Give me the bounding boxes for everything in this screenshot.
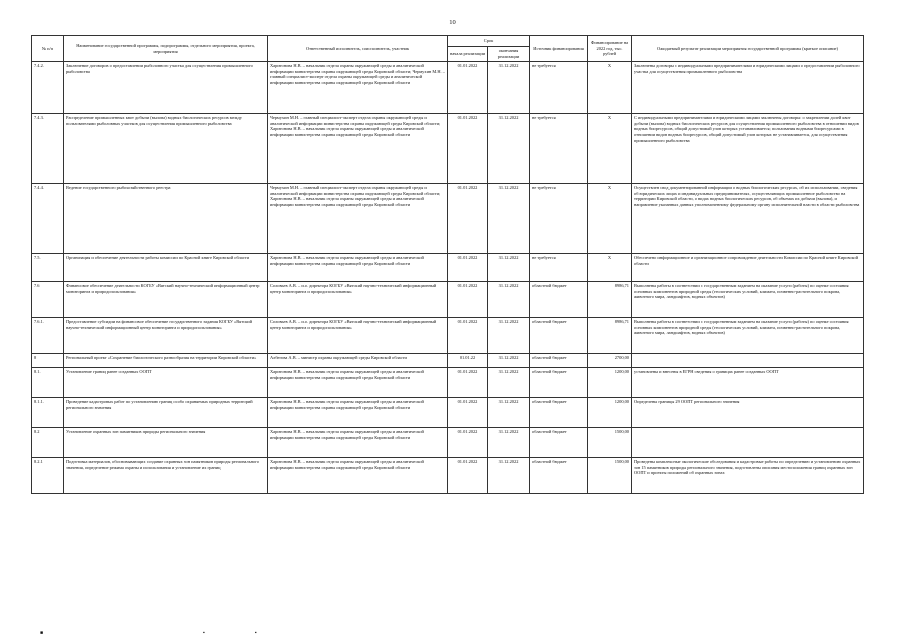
row-number: 7.6.1. <box>32 318 64 354</box>
row-financing: 1500,00 <box>588 428 632 458</box>
row-number: 7.4.4. <box>32 184 64 254</box>
row-number: 7.4.3. <box>32 114 64 184</box>
row-source: областной бюджет <box>530 318 588 354</box>
row-result: Выполнены работы в соответствии с государственным заданием на оказание услуги (работы) по оценке состояния основных компонентов природной среды (геологических условий, климата, почвенно-растительного покрова, животного мира, ландшафтов, водных объектов) <box>632 318 864 354</box>
row-number: 7.4.2. <box>32 62 64 114</box>
header-result: Ожидаемый результат реализации мероприятия государственной программы (краткое описание) <box>632 36 864 62</box>
row-end-date: 31.12.2022 <box>488 184 530 254</box>
row-executor: Харитонова Н.В. – начальник отдела охраны окружающей среды и аналитической информации министерства охраны окружающей среды Кировской области; Чермухин М.Н. – главный специалист-эксперт отдела охраны окружающей среды и аналитической информации министерства охраны окружающей среды Кировской области <box>268 62 448 114</box>
row-source: не требуется <box>530 62 588 114</box>
row-source: областной бюджет <box>530 398 588 428</box>
row-name: Распределение промышленных квот добычи (вылова) водных биологических ресурсов между пользователями рыболовных участков для осуществления промышленного рыболовства <box>64 114 268 184</box>
row-number: 7.6 <box>32 282 64 318</box>
row-start-date: 01.01.2022 <box>448 368 488 398</box>
row-number: 8.1.1. <box>32 398 64 428</box>
row-end-date: 31.12.2022 <box>488 114 530 184</box>
header-executor: Ответственный исполнитель, соисполнитель, участник <box>268 36 448 62</box>
row-executor: Харитонова Н.В. – начальник отдела охраны окружающей среды и аналитической информации министерства охраны окружающей среды Кировской области <box>268 428 448 458</box>
row-financing: X <box>588 254 632 282</box>
row-result: Проведены комплексные экологические обследования и кадастровые работы по определению и установлению охранных зон 15 памятников природы регионального значения, подготовлены описания местоположения границ охранных зон ООПТ и проекты положений об охранных зонах <box>632 458 864 494</box>
row-end-date: 31.12.2022 <box>488 458 530 494</box>
row-result <box>632 428 864 458</box>
table-row <box>32 368 864 398</box>
header-num: № п/п <box>32 36 64 62</box>
row-start-date: 01.01.2022 <box>448 114 488 184</box>
row-name: Региональный проект «Сохранение биологического разнообразия на территории Кировской области» <box>64 354 268 368</box>
table-row <box>32 184 864 254</box>
table-row <box>32 114 864 184</box>
row-financing: X <box>588 62 632 114</box>
row-start-date: 01.01.22 <box>448 354 488 368</box>
row-end-date: 31.12.2022 <box>488 318 530 354</box>
row-executor: Соловьев А.В. – и.о. директора КОГБУ «Вятский научно-технический информационный центр мониторинга и природопользования» <box>268 282 448 318</box>
row-name: Предоставление субсидии на финансовое обеспечение государственного задания КОГБУ «Вятский научно-технический информационный центр мониторинга и природопользования» <box>64 318 268 354</box>
row-start-date: 01.01.2022 <box>448 254 488 282</box>
row-number: 8.2 <box>32 428 64 458</box>
row-financing: 8986,71 <box>588 282 632 318</box>
table-row <box>32 458 864 494</box>
row-result: Определены границы 29 ООПТ регионального значения <box>632 398 864 428</box>
row-executor: Харитонова Н.В. – начальник отдела охраны окружающей среды и аналитической информации министерства охраны окружающей среды Кировской области <box>268 458 448 494</box>
row-executor: Чермухин М.Н. – главный специалист-эксперт отдела охраны окружающей среды и аналитической информации министерства охраны окружающей среды Кировской области; Харитонова Н.В. – начальник отдела охраны окружающей среды и аналитической информации министерства охраны окружающей среды Кировской области <box>268 114 448 184</box>
row-number: 8 <box>32 354 64 368</box>
row-result: Выполнены работы в соответствии с государственным заданием на оказание услуги (работы) по оценке состояния основных компонентов природной среды (геологических условий, климата, почвенно-растительного покрова, животного мира, ландшафтов, водных объектов) <box>632 282 864 318</box>
program-table <box>31 35 864 494</box>
row-result: С индивидуальными предпринимателями и юридическими лицами заключены договоры: о закреплении долей квот добычи (вылова) водных биологических ресурсов для осуществления промышленного рыболовства в отношении видов водных биоресурсов, общий допустимый улов которых устанавливается; пользования водными биоресурсами в отношении видов водных биоресурсов, общий допустимый улов которых не устанавливается, для осуществления промышленного рыболовства <box>632 114 864 184</box>
row-end-date: 31.12.2022 <box>488 282 530 318</box>
row-financing: 1200,00 <box>588 368 632 398</box>
row-number: 8.1. <box>32 368 64 398</box>
row-financing: X <box>588 184 632 254</box>
row-end-date: 31.12.2022 <box>488 398 530 428</box>
row-end-date: 31.12.2022 <box>488 368 530 398</box>
row-name: Проведение кадастровых работ по установлению границ особо охраняемых природных территорий регионального значения <box>64 398 268 428</box>
row-source: областной бюджет <box>530 282 588 318</box>
row-result: Осуществлен свод документированной информации о водных биологических ресурсах, об их использовании, сведения об юридических лицах и индивидуальных предпринимателях, осуществляющих промышленное рыболовство на территории Кировской области, о видах водных биологических ресурсов, об объемах их добычи (вылова), и направление указанных данных уполномоченному федеральному органу исполнительной власти в области рыболовства <box>632 184 864 254</box>
row-start-date: 01.01.2022 <box>448 428 488 458</box>
table-row <box>32 282 864 318</box>
row-end-date: 31.12.2022 <box>488 254 530 282</box>
header-end: окончания реализации <box>488 47 530 62</box>
row-financing: 1200,00 <box>588 398 632 428</box>
row-source: не требуется <box>530 114 588 184</box>
table-row <box>32 254 864 282</box>
table-row <box>32 318 864 354</box>
row-name: Финансовое обеспечение деятельности КОГБУ «Вятский научно-технический информационный центр мониторинга и природопользования» <box>64 282 268 318</box>
row-source: областной бюджет <box>530 428 588 458</box>
row-result: Заключены договоры с индивидуальными предпринимателями и юридическими лицами о предоставлении рыболовного участка для осуществления промышленного рыболовства <box>632 62 864 114</box>
table-row <box>32 428 864 458</box>
row-start-date: 01.01.2022 <box>448 62 488 114</box>
row-executor: Чермухин М.Н. – главный специалист-эксперт отдела охраны окружающей среды и аналитической информации министерства охраны окружающей среды Кировской области; Харитонова Н.В. – начальник отдела охраны окружающей среды и аналитической информации министерства охраны окружающей среды Кировской области <box>268 184 448 254</box>
table-row <box>32 62 864 114</box>
row-start-date: 01.01.2022 <box>448 458 488 494</box>
row-start-date: 01.01.2022 <box>448 318 488 354</box>
row-number: 8.2.1 <box>32 458 64 494</box>
row-result: установлены и внесены в ЕГРН сведения о границах ранее созданных ООПТ <box>632 368 864 398</box>
table-row <box>32 398 864 428</box>
row-executor: Албегова А.В. – министр охраны окружающей среды Кировской области <box>268 354 448 368</box>
row-name: Заключение договоров о предоставлении рыболовного участка для осуществления промышленного рыболовства <box>64 62 268 114</box>
row-executor: Харитонова Н.В. – начальник отдела охраны окружающей среды и аналитической информации министерства охраны окружающей среды Кировской области <box>268 398 448 428</box>
row-number: 7.5. <box>32 254 64 282</box>
row-name: Установление охранных зон памятников природы регионального значения <box>64 428 268 458</box>
header-term: Срок <box>448 36 530 47</box>
page-number: 10 <box>449 19 456 26</box>
row-source: не требуется <box>530 254 588 282</box>
row-end-date: 31.12.2022 <box>488 354 530 368</box>
row-start-date: 01.01.2022 <box>448 398 488 428</box>
row-financing: X <box>588 114 632 184</box>
row-source: областной бюджет <box>530 354 588 368</box>
row-executor: Соловьев А.В. – и.о. директора КОГБУ «Вятский научно-технический информационный центр мониторинга и природопользования» <box>268 318 448 354</box>
row-source: не требуется <box>530 184 588 254</box>
bottom-marks: ■ ▪ ▪ <box>40 631 257 636</box>
row-financing: 1500,00 <box>588 458 632 494</box>
row-end-date: 31.12.2022 <box>488 428 530 458</box>
row-name: Ведение государственного рыбохозяйственного реестра <box>64 184 268 254</box>
row-start-date: 01.01.2022 <box>448 282 488 318</box>
row-source: областной бюджет <box>530 458 588 494</box>
row-source: областной бюджет <box>530 368 588 398</box>
row-executor: Харитонова Н.В. – начальник отдела охраны окружающей среды и аналитической информации министерства охраны окружающей среды Кировской области <box>268 368 448 398</box>
row-result <box>632 354 864 368</box>
row-name: Организация и обеспечение деятельности работы комиссии по Красной книге Кировской области <box>64 254 268 282</box>
header-source: Источник финансирования <box>530 36 588 62</box>
table-row <box>32 354 864 368</box>
row-executor: Харитонова Н.В. – начальник отдела охраны окружающей среды и аналитической информации министерства охраны окружающей среды Кировской области <box>268 254 448 282</box>
row-result: Обеспечено информационное и организационное сопровождение деятельности Комиссии по Красной книге Кировской области <box>632 254 864 282</box>
header-name: Наименование государственной программы, подпрограммы, отдельного мероприятия, проекта, мероприятия <box>64 36 268 62</box>
header-start: начала реализации <box>448 47 488 62</box>
table-header-row <box>32 36 864 47</box>
row-start-date: 01.01.2022 <box>448 184 488 254</box>
row-name: Установление границ ранее созданных ООПТ <box>64 368 268 398</box>
row-financing: 8986,71 <box>588 318 632 354</box>
row-end-date: 31.12.2022 <box>488 62 530 114</box>
row-financing: 2700,00 <box>588 354 632 368</box>
row-name: Подготовка материалов, обосновывающих создание охранных зон памятников природы регионального значения, определение режима охраны и использования и установление их границ <box>64 458 268 494</box>
header-financing: Финансирование на 2022 год, тыс. рублей <box>588 36 632 62</box>
